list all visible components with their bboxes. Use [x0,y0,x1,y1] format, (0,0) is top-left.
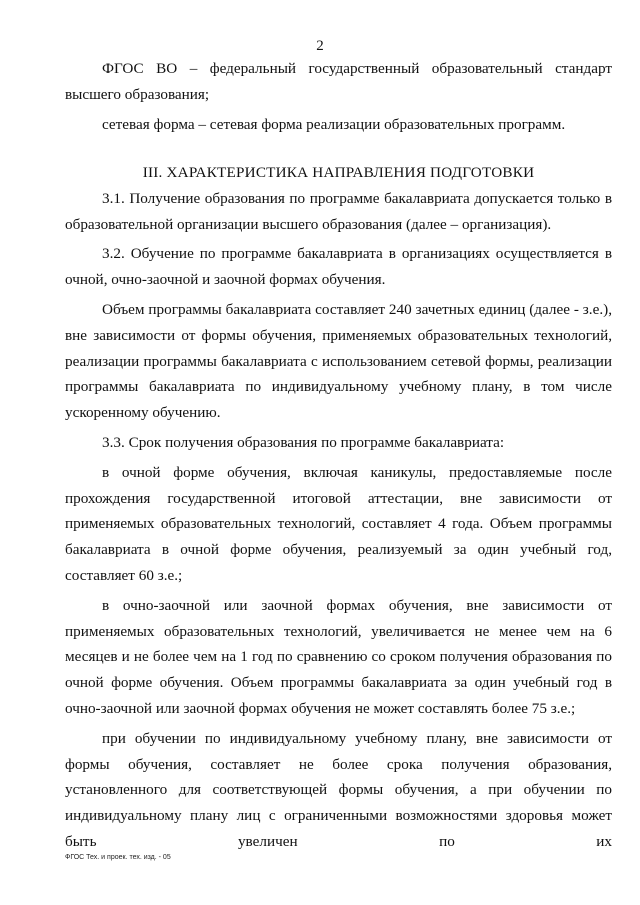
paragraph-individual-plan: при обучении по индивидуальному учебному плану, вне зависимости от формы обучения, составляет не более срока получения образования, установленного для соответствующей формы обучения, а при обучении по индивидуальному плану лиц с ограниченными возможностями здоровья может быть увеличен по их [65,729,612,850]
section-heading: III. ХАРАКТЕРИСТИКА НАПРАВЛЕНИЯ ПОДГОТОВКИ [142,164,535,181]
footer-note: ФГОС Тех. и проек. тех. изд. - 05 [65,854,171,861]
definition-fgos: ФГОС ВО – федеральный государственный образовательный стандарт высшего образования; [65,60,612,103]
paragraph-3-2: 3.2. Обучение по программе бакалавриата в организациях осуществляется в очной, очно-заочной и заочной формах обучения. [65,245,612,289]
page-number: 2 [316,38,324,54]
paragraph-3-3: 3.3. Срок получения образования по программе бакалавриата: [102,433,505,451]
paragraph-volume: Объем программы бакалавриата составляет 240 зачетных единиц (далее - з.е.), вне зависимости от формы обучения, применяемых образовательных технологий, реализации программы бакалавриата с использованием сетевой формы, реализации программы бакалавриата по индивидуальному учебному плану, в том числе ускоренному обучению. [65,300,612,422]
paragraph-full-time: в очной форме обучения, включая каникулы, предоставляемые после прохождения государственной итоговой аттестации, вне зависимости от применяемых образовательных технологий, составляет 4 года. Объем программы бакалавриата в очной форме обучения, реализуемый за один учебный год, составляет 60 з.е.; [65,463,612,584]
paragraph-3-1: 3.1. Получение образования по программе бакалавриата допускается только в образовательной организации высшего образования (далее – организация). [65,189,612,233]
section-3 [65,160,612,855]
definition-network-form: сетевая форма – сетевая форма реализации образовательных программ. [102,115,566,133]
definitions-block [65,56,612,137]
paragraph-part-time: в очно-заочной или заочной формах обучения, вне зависимости от применяемых образовательных технологий, увеличивается не менее чем на 6 месяцев и не более чем на 1 год по сравнению со сроком получения образования по очной форме обучения. Объем программы бакалавриата за один учебный год в очно-заочной или заочной формах обучения не может составлять более 75 з.е.; [65,596,612,717]
